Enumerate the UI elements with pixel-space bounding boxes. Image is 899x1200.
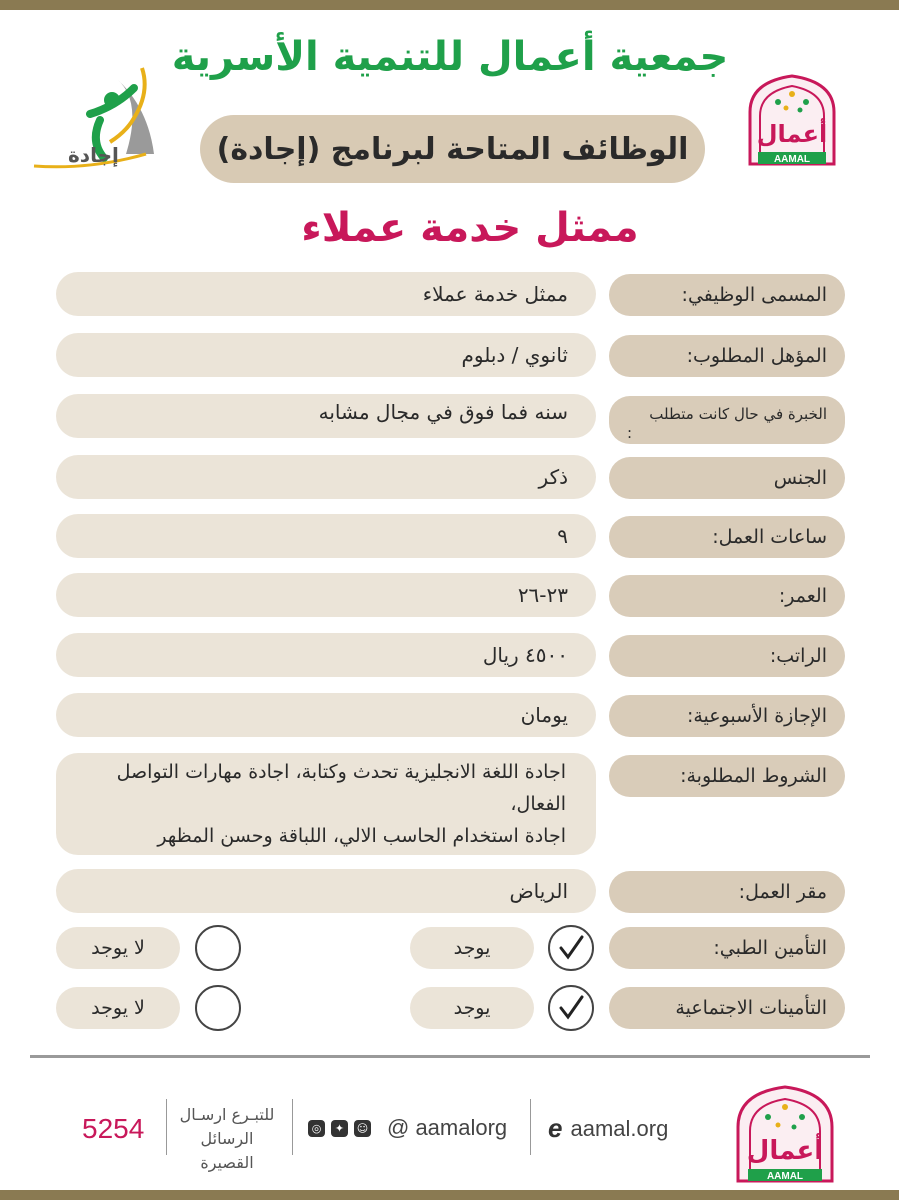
footer-divider — [292, 1099, 293, 1155]
sms-text — [172, 1103, 282, 1175]
job-heading: ممثل خدمة عملاء — [301, 205, 639, 251]
option-no-label: لا يوجد — [56, 987, 180, 1029]
requirements-line: اجادة اللغة الانجليزية تحدث وكتابة، اجادة مهارات التواصل الفعال، — [116, 761, 566, 815]
requirements-line: اجادة استخدام الحاسب الالي، اللباقة وحسن المظهر — [157, 825, 566, 847]
social-links — [308, 1115, 507, 1141]
twitter-icon[interactable]: ✦ — [331, 1120, 348, 1137]
svg-text:إجادة: إجادة — [68, 143, 119, 167]
field-label: الشروط المطلوبة: — [609, 755, 845, 797]
sms-line: للتبـرع ارسـال — [179, 1105, 275, 1124]
field-label: الجنس — [609, 457, 845, 499]
instagram-icon[interactable]: ◎ — [308, 1120, 325, 1137]
field-value: ٤٥٠٠ ريال — [56, 633, 596, 677]
option-no-label: لا يوجد — [56, 927, 180, 969]
organization-title: جمعية أعمال للتنمية الأسرية — [171, 34, 729, 80]
field-value: ٢٣-٢٦ — [56, 573, 596, 617]
checkbox-medical-yes[interactable] — [548, 925, 594, 971]
svg-text:أعمال: أعمال — [746, 1136, 824, 1166]
browser-icon: e — [548, 1113, 563, 1143]
field-label-text: الخبرة في حال كانت متطلب — [649, 405, 827, 423]
field-value: الرياض — [56, 869, 596, 913]
field-label: المؤهل المطلوب: — [609, 335, 845, 377]
field-label: الإجازة الأسبوعية: — [609, 695, 845, 737]
check-icon — [556, 993, 586, 1023]
bottom-border-bar — [0, 1190, 899, 1200]
option-yes-label: يوجد — [410, 927, 534, 969]
sms-number: 5254 — [82, 1113, 145, 1144]
field-label: المسمى الوظيفي: — [609, 274, 845, 316]
checkbox-social-yes[interactable] — [548, 985, 594, 1031]
field-value: ذكر — [56, 455, 596, 499]
field-value: ٩ — [56, 514, 596, 558]
svg-text:AAMAL: AAMAL — [766, 1171, 804, 1182]
footer-divider — [166, 1099, 167, 1155]
program-banner: الوظائف المتاحة لبرنامج (إجادة) — [200, 115, 705, 183]
website-link[interactable] — [548, 1113, 668, 1144]
footer-divider — [530, 1099, 531, 1155]
field-label-suffix: : — [627, 424, 633, 442]
aamal-logo-icon — [742, 72, 842, 168]
checkbox-social-no[interactable] — [195, 985, 241, 1031]
field-label: مقر العمل: — [609, 871, 845, 913]
footer-divider-line — [30, 1055, 870, 1058]
ejada-logo-icon — [30, 62, 160, 172]
option-yes-label: يوجد — [410, 987, 534, 1029]
aamal-footer-logo-icon — [730, 1085, 840, 1185]
checkbox-medical-no[interactable] — [195, 925, 241, 971]
website-text[interactable]: aamal.org — [570, 1115, 669, 1141]
footer — [0, 1085, 899, 1182]
top-border-bar — [0, 0, 899, 10]
requirements-value — [56, 753, 596, 855]
field-label: العمر: — [609, 575, 845, 617]
field-value: ممثل خدمة عملاء — [56, 272, 596, 316]
field-label — [609, 396, 845, 444]
field-label: التأمينات الاجتماعية — [609, 987, 845, 1029]
field-label: الراتب: — [609, 635, 845, 677]
field-value: يومان — [56, 693, 596, 737]
check-icon — [556, 933, 586, 963]
field-label: ساعات العمل: — [609, 516, 845, 558]
social-handle[interactable]: @ aamalorg — [387, 1115, 508, 1140]
sms-line: الرسائل القصيرة — [200, 1129, 254, 1172]
field-value: ثانوي / دبلوم — [56, 333, 596, 377]
svg-text:أعمال: أعمال — [756, 120, 828, 148]
snapchat-icon[interactable]: ☺ — [354, 1120, 371, 1137]
field-label: التأمين الطبي: — [609, 927, 845, 969]
field-value: سنه فما فوق في مجال مشابه — [56, 394, 596, 438]
svg-text:AAMAL: AAMAL — [773, 154, 811, 165]
